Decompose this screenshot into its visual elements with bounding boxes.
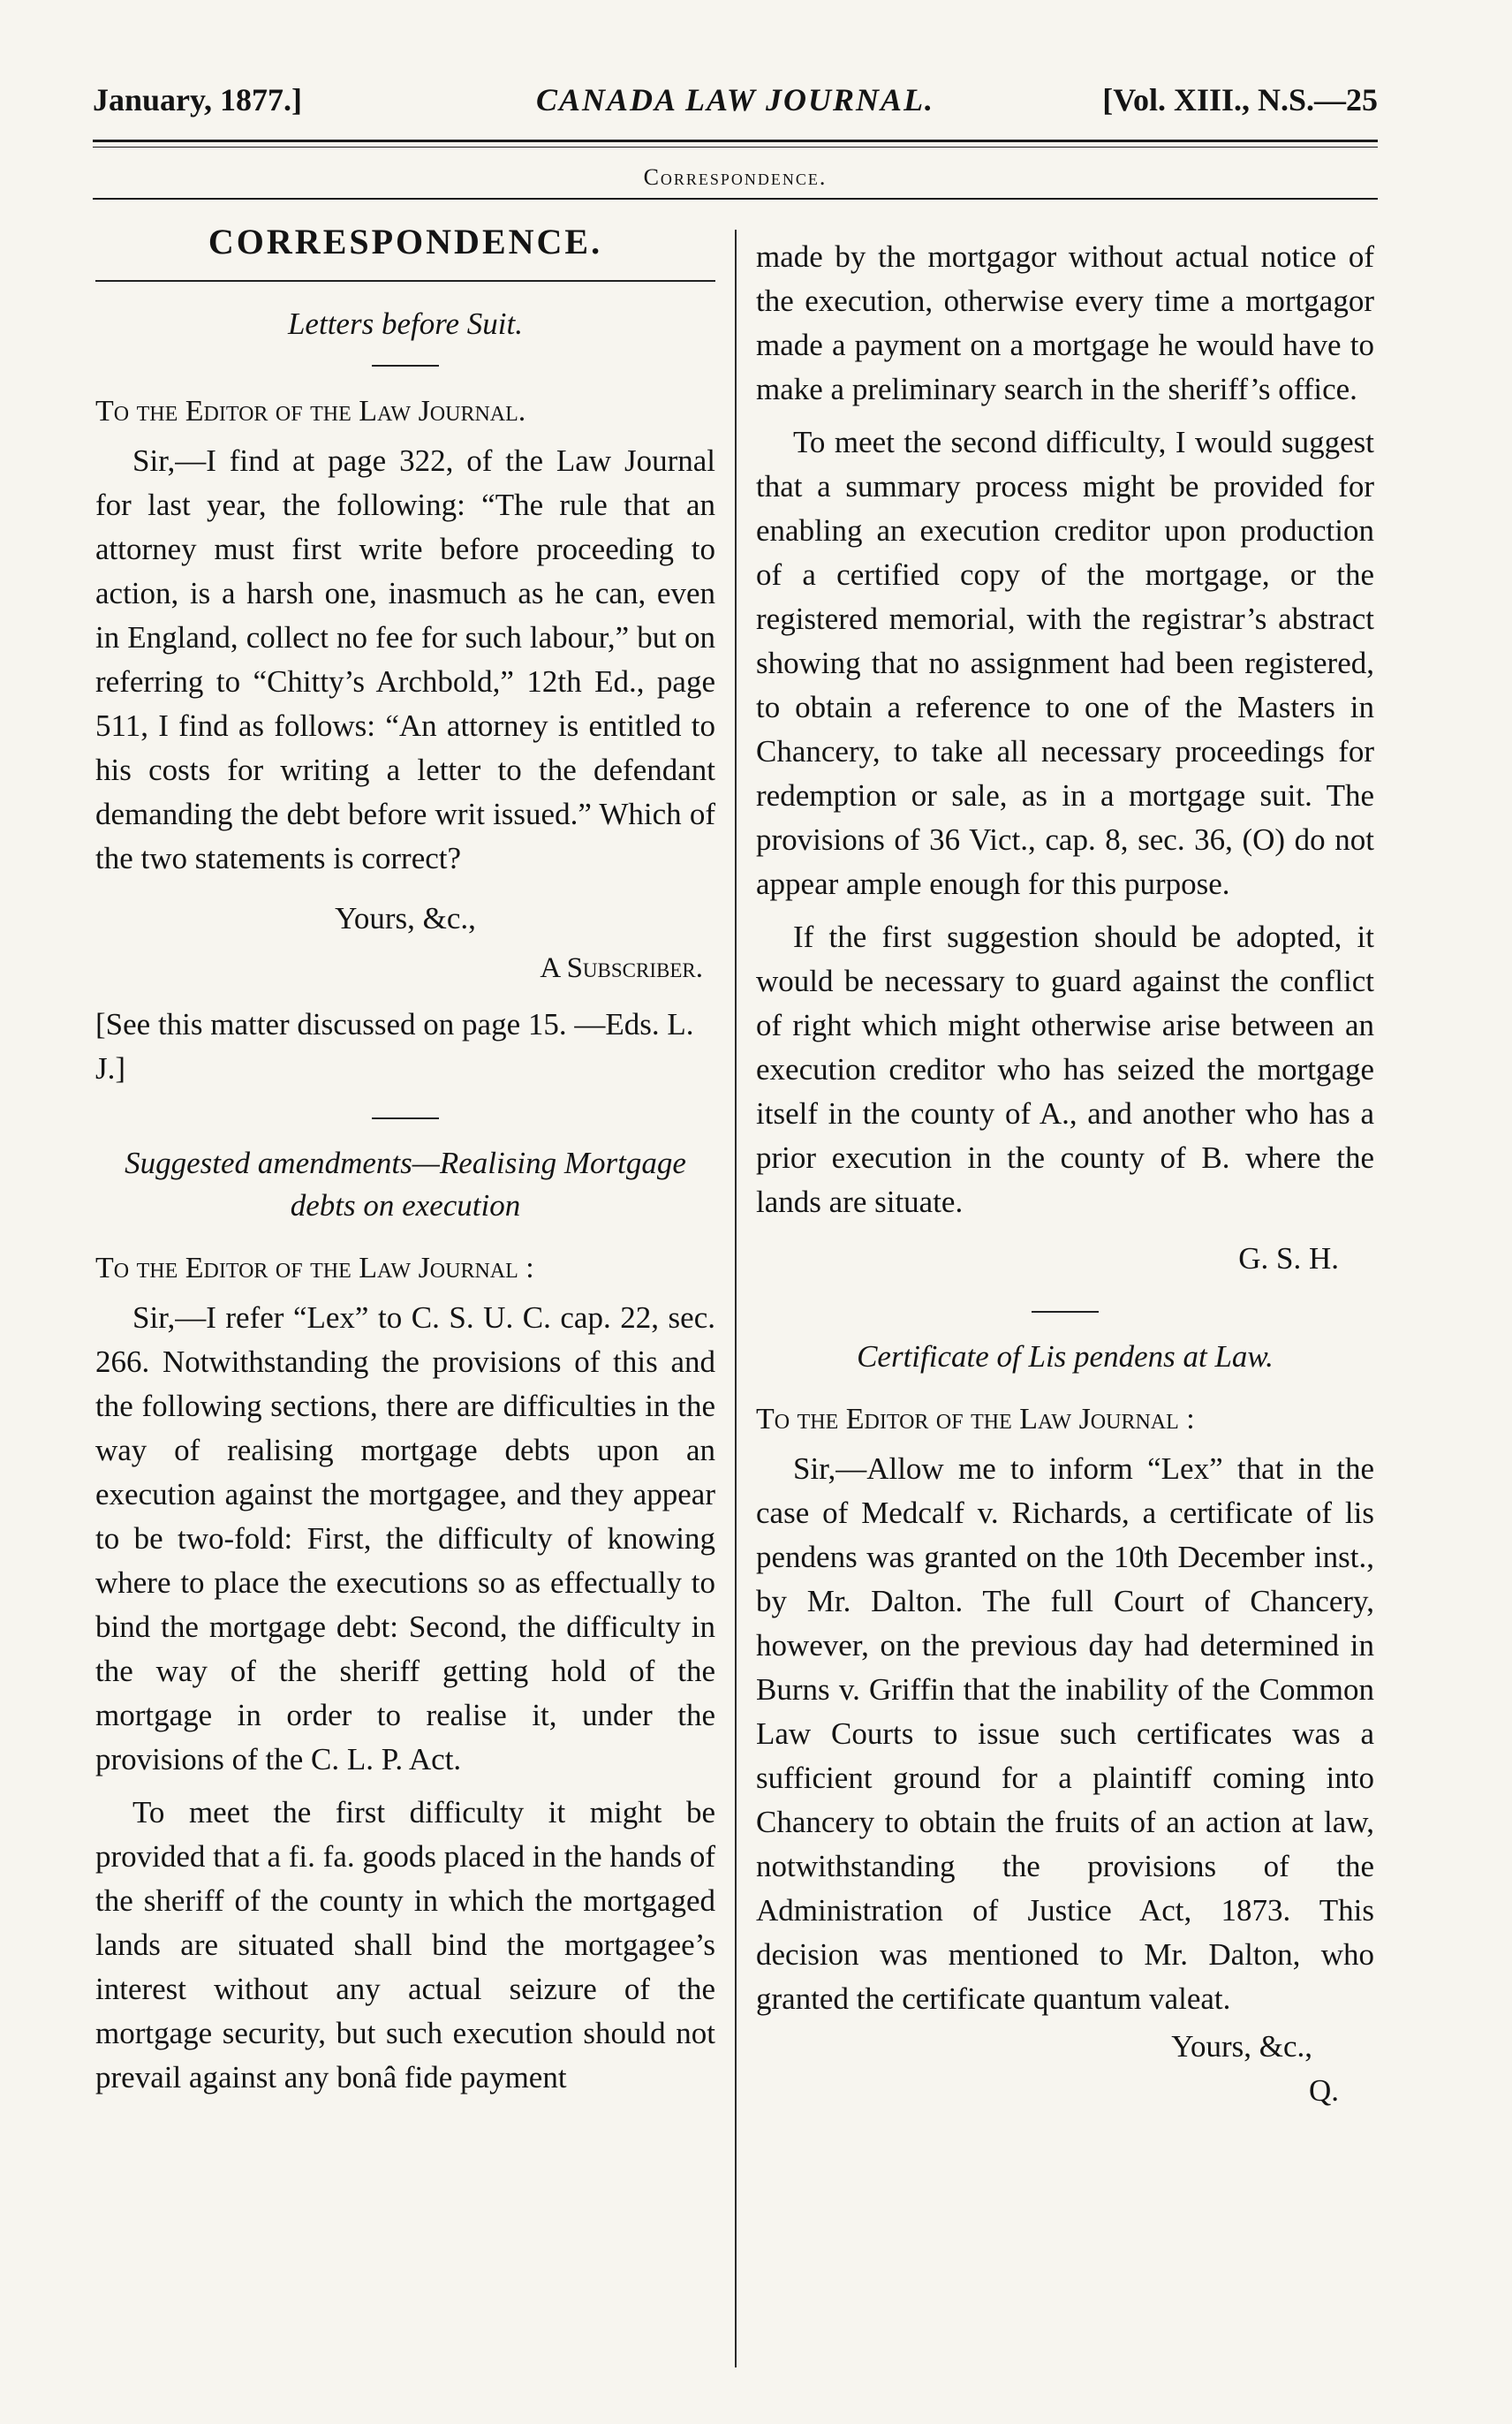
paragraph-gap — [95, 1782, 715, 1791]
paragraph-gap — [756, 412, 1374, 420]
volume-page: [Vol. XIII., N.S.—25 — [1102, 82, 1378, 117]
letter2-signature: G. S. H. — [1238, 1241, 1339, 1276]
divider-rule — [1032, 1311, 1099, 1313]
left-column — [95, 205, 715, 2100]
section-rule — [93, 198, 1378, 200]
section-head: Correspondence. — [643, 164, 828, 190]
letter1-subtitle: Letters before Suit. — [287, 307, 524, 341]
letter3-signature: Q. — [1308, 2073, 1339, 2108]
letter2-para2-continued: made by the mortgagor without actual notice of the execution, otherwise every time a mortgagor made a payment on a mortgage he would have to make a preliminary search in the sheriff’s office. — [756, 239, 1374, 406]
column-divider — [735, 230, 737, 2367]
letter2-subtitle: Suggested amendments—Realising Mortgage debts on execution — [125, 1146, 686, 1223]
correspondence-title: CORRESPONDENCE. — [208, 222, 603, 261]
letter1-address: To the Editor of the Law Journal. — [95, 395, 526, 428]
letter3-subtitle: Certificate of Lis pendens at Law. — [857, 1339, 1274, 1374]
issue-date: January, 1877.] — [93, 82, 303, 117]
journal-title: CANADA LAW JOURNAL. — [535, 82, 935, 117]
running-head — [93, 81, 1378, 134]
letter1-closing: Yours, &c., — [335, 901, 476, 936]
letter3-closing: Yours, &c., — [1171, 2029, 1312, 2064]
right-column — [756, 205, 1374, 2113]
letter1-signature: A Subscriber. — [540, 952, 703, 984]
letter3-address: To the Editor of the Law Journal : — [756, 1403, 1195, 1435]
letter3-body: Sir,—Allow me to inform “Lex” that in the case of Medcalf v. Richards, a certificate of lis pendens was granted on the 10th December inst., by Mr. Dalton. The full Court of Chancery, however, on the previous day had determined in Burns v. Griffin that the inability of the Common Law Courts to issue such certificates was a sufficient ground for a plaintiff coming into Chancery to obtain the fruits of an action at law, notwithstanding the provisions of the Administration of Justice Act, 1873. This decision was mentioned to Mr. Dalton, who granted the certificate quantum valeat. — [756, 1451, 1374, 2016]
title-rule — [95, 280, 715, 282]
letter2-address: To the Editor of the Law Journal : — [95, 1252, 534, 1284]
editor-note: [See this matter discussed on page 15. —Eds. L. J.] — [95, 1007, 694, 1086]
letter2-para3: To meet the second difficulty, I would suggest that a summary process might be provided for enabling an execution creditor upon production of a certified copy of the mortgage, or the registered memorial, with the registrar’s abstract showing that no assignment had been registered, to obtain a reference to one of the Masters in Chancery, to take all necessary proceedings for redemption or sale, as in a mortgage suit. The provisions of 36 Vict., cap. 8, sec. 36, (O) do not appear ample enough for this purpose. — [756, 425, 1374, 901]
letter1-body: Sir,—I find at page 322, of the Law Journal for last year, the following: “The rule that an attorney must first write before proceeding to action, is a harsh one, inasmuch as he can, even in England, collect no fee for such labour,” but on referring to “Chitty’s Archbold,” 12th Ed., page 511, I find as follows: “An attorney is entitled to his costs for writing a letter to the defendant demanding the debt before writ issued.” Which of the two statements is correct? — [95, 443, 715, 875]
header-rule-1 — [93, 140, 1378, 142]
letter2-para4: If the first suggestion should be adopted, it would be necessary to guard against the conflict of right which might otherwise arise between an execution creditor who has seized the mortgage itself in the county of A., and another who has a prior execution in the county of B. where the lands are situate. — [756, 920, 1374, 1219]
divider-rule — [372, 365, 439, 367]
divider-rule — [372, 1117, 439, 1119]
paragraph-gap — [756, 906, 1374, 915]
letter2-para2: To meet the first difficulty it might be provided that a fi. fa. goods placed in the hands of the sheriff of the county in which the mortgaged lands are situated shall bind the mortgagee’s interest without any actual seizure of the mortgage security, but such execution should not prevail against any bonâ fide payment — [95, 1795, 715, 2094]
letter2-para1: Sir,—I refer “Lex” to C. S. U. C. cap. 22, sec. 266. Notwithstanding the provisions of this and the following sections, there are difficulties in the way of realising mortgage debts upon an execution against the mortgagee, and they appear to be two-fold: First, the difficulty of knowing where to place the executions so as effectually to bind the mortgage debt: Second, the difficulty in the way of the sheriff getting hold of the mortgage in order to realise it, under the provisions of the C. L. P. Act. — [95, 1300, 715, 1776]
header-rule-2 — [93, 147, 1378, 148]
